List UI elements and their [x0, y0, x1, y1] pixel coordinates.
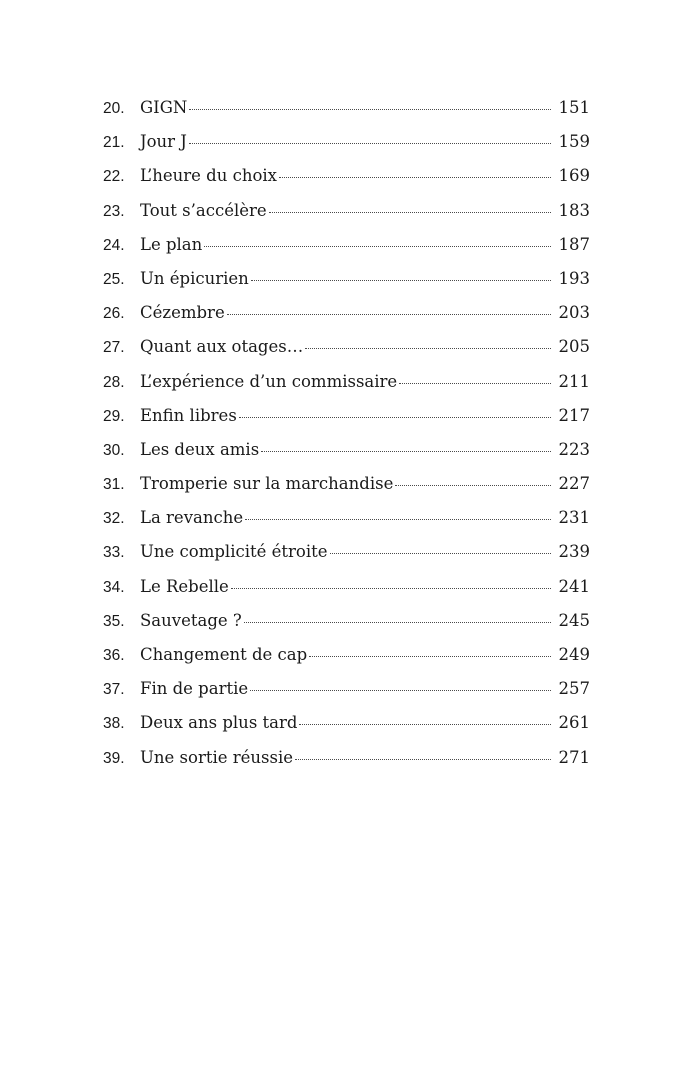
toc-entry — [103, 440, 590, 474]
page-number: 223 — [558, 439, 590, 459]
page-number: 261 — [558, 713, 590, 733]
toc-entry — [103, 611, 590, 645]
dot-leader — [250, 690, 551, 691]
chapter-title: Sauvetage ? — [140, 610, 242, 630]
toc-entry — [103, 679, 590, 713]
dot-leader — [251, 280, 551, 281]
dot-leader — [261, 451, 551, 452]
chapter-title: Une sortie réussie — [140, 747, 294, 767]
chapter-title: Le plan — [140, 234, 203, 254]
page-number: 205 — [558, 337, 590, 357]
toc-entry — [103, 508, 590, 542]
chapter-title: Les deux amis — [140, 439, 260, 459]
page-number: 169 — [558, 166, 590, 186]
chapter-number: 27. — [103, 339, 125, 357]
page-number: 271 — [558, 747, 590, 767]
toc-entry — [103, 303, 590, 337]
chapter-title: Fin de partie — [140, 679, 249, 699]
chapter-title: Le Rebelle — [140, 576, 229, 596]
chapter-number: 28. — [103, 373, 125, 391]
toc-entry — [103, 474, 590, 508]
chapter-title: L’heure du choix — [140, 166, 277, 186]
toc-entry — [103, 269, 590, 303]
toc-entry — [103, 201, 590, 235]
chapter-number: 24. — [103, 236, 125, 254]
page-number: 227 — [558, 474, 590, 494]
dot-leader — [245, 519, 551, 520]
dot-leader — [227, 314, 551, 315]
toc-entry — [103, 337, 590, 371]
chapter-title: Cézembre — [140, 303, 225, 323]
toc-entry — [103, 235, 590, 269]
chapter-number: 20. — [103, 100, 125, 117]
chapter-title: Enfin libres — [140, 405, 237, 425]
table-of-contents — [103, 98, 590, 782]
page-number: 159 — [558, 132, 590, 152]
dot-leader — [189, 109, 551, 110]
dot-leader — [244, 622, 551, 623]
chapter-title: L’expérience d’un commissaire — [140, 371, 398, 391]
page-number: 241 — [558, 576, 590, 596]
page-number: 249 — [558, 645, 590, 664]
chapter-number: 34. — [103, 578, 125, 596]
chapter-number: 39. — [103, 749, 125, 767]
toc-entry — [103, 166, 590, 200]
chapter-number: 38. — [103, 715, 125, 733]
page-number: 257 — [558, 679, 590, 699]
page-number: 183 — [558, 200, 590, 220]
page-number: 245 — [558, 610, 590, 630]
toc-entry — [103, 406, 590, 440]
page-number: 211 — [558, 371, 590, 391]
chapter-title: Changement de cap — [140, 645, 308, 664]
chapter-number: 23. — [103, 202, 125, 220]
chapter-number: 22. — [103, 168, 125, 186]
chapter-number: 29. — [103, 407, 125, 425]
chapter-number: 33. — [103, 544, 125, 562]
chapter-title: Une complicité étroite — [140, 542, 328, 562]
chapter-number: 26. — [103, 305, 125, 323]
chapter-number: 30. — [103, 441, 125, 459]
dot-leader — [305, 348, 551, 349]
chapter-number: 31. — [103, 476, 125, 494]
toc-entry — [103, 645, 590, 679]
chapter-number: 25. — [103, 270, 125, 288]
dot-leader — [204, 246, 551, 247]
dot-leader — [330, 553, 551, 554]
chapter-number: 36. — [103, 647, 125, 664]
chapter-title: Jour J — [140, 132, 187, 152]
page-number: 217 — [558, 405, 590, 425]
dot-leader — [309, 656, 551, 657]
toc-entry — [103, 132, 590, 166]
chapter-title: Deux ans plus tard — [140, 713, 298, 733]
toc-entry — [103, 713, 590, 747]
chapter-number: 21. — [103, 134, 125, 152]
dot-leader — [299, 724, 551, 725]
chapter-number: 37. — [103, 681, 125, 699]
chapter-title: La revanche — [140, 508, 244, 528]
page-number: 187 — [558, 234, 590, 254]
dot-leader — [189, 143, 551, 144]
dot-leader — [295, 759, 551, 760]
chapter-number: 35. — [103, 612, 125, 630]
chapter-title: Tout s’accélère — [140, 200, 267, 220]
page-number: 193 — [558, 268, 590, 288]
chapter-title: Tromperie sur la marchandise — [140, 474, 394, 494]
toc-entry — [103, 748, 590, 782]
page-number: 151 — [558, 98, 590, 117]
page-number: 239 — [558, 542, 590, 562]
dot-leader — [239, 417, 551, 418]
page-number: 203 — [558, 303, 590, 323]
chapter-title: Un épicurien — [140, 268, 249, 288]
chapter-title: Quant aux otages… — [140, 337, 304, 357]
dot-leader — [395, 485, 551, 486]
toc-entry — [103, 372, 590, 406]
dot-leader — [231, 588, 551, 589]
toc-entry — [103, 577, 590, 611]
dot-leader — [269, 212, 551, 213]
page-number: 231 — [558, 508, 590, 528]
chapter-title: GIGN — [140, 98, 188, 117]
dot-leader — [279, 177, 551, 178]
toc-entry — [103, 98, 590, 132]
toc-entry — [103, 542, 590, 576]
dot-leader — [399, 383, 551, 384]
chapter-number: 32. — [103, 510, 125, 528]
